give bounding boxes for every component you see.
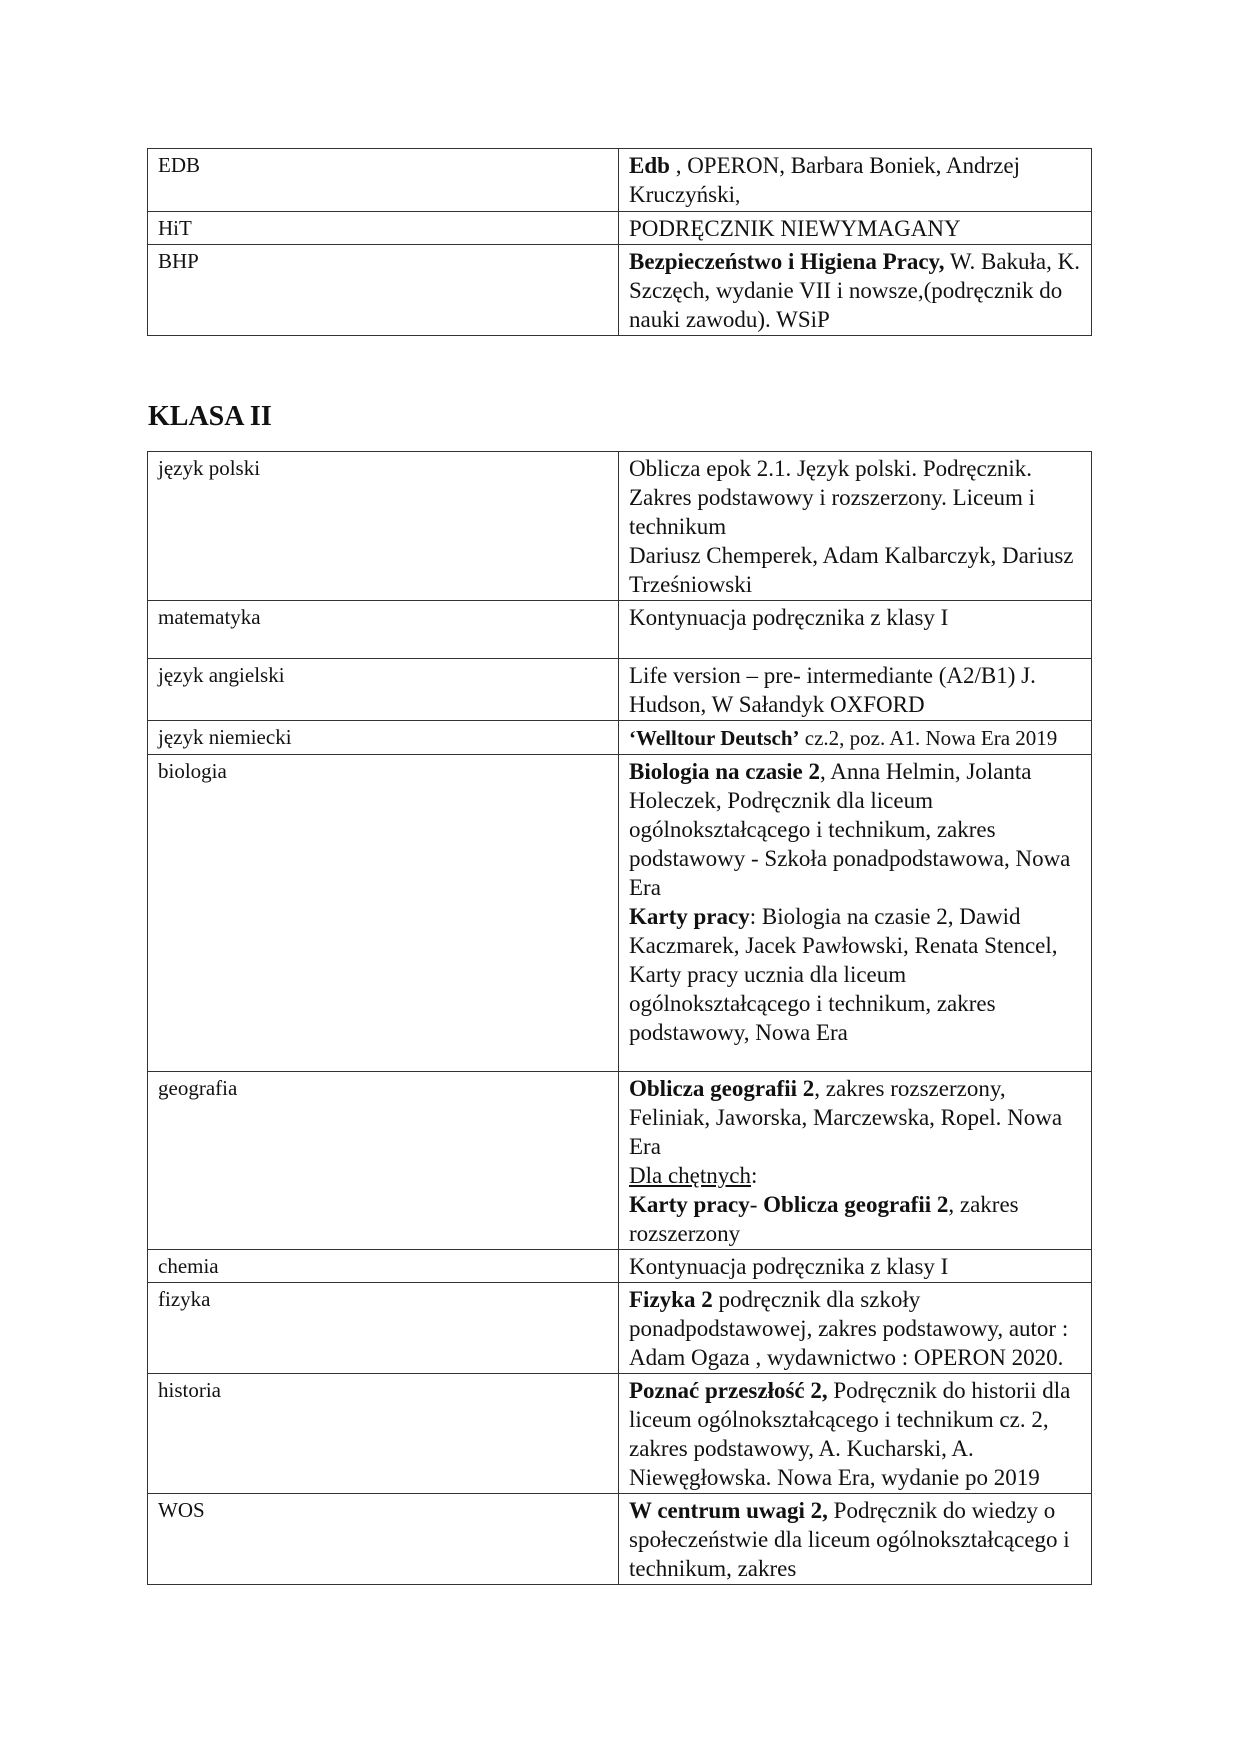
- table-row: [148, 601, 1092, 659]
- subject-cell: EDB: [148, 149, 619, 212]
- table-row: [148, 1250, 1092, 1283]
- textbook-cell: [619, 659, 1092, 721]
- table-row: [148, 149, 1092, 212]
- book-details: Dariusz Chemperek, Adam Kalbarczyk, Dariusz Trześniowski: [629, 543, 1074, 597]
- book-details: , zakres rozszerzony: [629, 1192, 1019, 1246]
- section-heading: KLASA II: [148, 401, 272, 432]
- textbook-cell: [619, 1250, 1092, 1283]
- table-row: [148, 1374, 1092, 1494]
- table-row: [148, 212, 1092, 245]
- subject-cell: fizyka: [148, 1283, 619, 1374]
- book-details: Oblicza epok 2.1. Język polski. Podręcznik. Zakres podstawowy i rozszerzony. Liceum i technikum: [629, 456, 1035, 539]
- book-title: Biologia na czasie 2: [629, 759, 821, 784]
- textbook-cell: [619, 452, 1092, 601]
- book-title: W centrum uwagi 2,: [629, 1498, 828, 1523]
- table-row: [148, 452, 1092, 601]
- book-title: Oblicza geografii 2: [763, 1192, 949, 1217]
- book-details: cz.2, poz. A1. Nowa Era 2019: [799, 726, 1058, 750]
- book-details: :: [750, 1163, 758, 1188]
- table-row: [148, 1494, 1092, 1585]
- textbook-cell: [619, 1494, 1092, 1585]
- textbook-cell: [619, 755, 1092, 1072]
- book-title: Fizyka 2: [629, 1287, 713, 1312]
- book-details: Podręcznik do wiedzy o społeczeństwie dla liceum ogólnokształcącego i technikum, zakres: [629, 1498, 1070, 1581]
- textbook-cell: [619, 1072, 1092, 1250]
- subject-cell: HiT: [148, 212, 619, 245]
- subject-table-top: [147, 148, 1092, 336]
- textbook-cell: [619, 601, 1092, 659]
- table-row: [148, 245, 1092, 336]
- textbook-cell: [619, 212, 1092, 245]
- subject-table-klasa-ii: [147, 451, 1092, 1585]
- book-title: Bezpieczeństwo i Higiena Pracy,: [629, 249, 945, 274]
- book-title: ‘Welltour Deutsch’: [629, 726, 800, 750]
- book-details: podręcznik dla szkoły ponadpodstawowej, zakres podstawowy, autor : Adam Ogaza , wydawnictwo : OPERON 2020.: [629, 1287, 1069, 1370]
- book-title: Poznać przeszłość 2,: [629, 1378, 828, 1403]
- subject-cell: biologia: [148, 755, 619, 1072]
- book-details: Life version – pre- intermediante (A2/B1) J. Hudson, W Sałandyk OXFORD: [629, 663, 1036, 717]
- textbook-cell: [619, 1374, 1092, 1494]
- textbook-cell: [619, 721, 1092, 755]
- table-row: [148, 1283, 1092, 1374]
- book-details: , Anna Helmin, Jolanta Holeczek, Podręcznik dla liceum ogólnokształcącego i technikum, zakres podstawowy - Szkoła ponadpodstawowa, Nowa Era: [629, 759, 1071, 900]
- subject-cell: BHP: [148, 245, 619, 336]
- subject-cell: język niemiecki: [148, 721, 619, 755]
- subject-cell: matematyka: [148, 601, 619, 659]
- subject-cell: WOS: [148, 1494, 619, 1585]
- subject-cell: geografia: [148, 1072, 619, 1250]
- table-row: [148, 721, 1092, 755]
- table-row: [148, 1072, 1092, 1250]
- book-title: Karty pracy: [629, 904, 750, 929]
- textbook-cell: [619, 245, 1092, 336]
- book-details: : Biologia na czasie 2, Dawid Kaczmarek, Jacek Pawłowski, Renata Stencel, Karty pracy ucznia dla liceum ogólnokształcącego i technikum, zakres podstawowy, Nowa Era: [629, 904, 1058, 1045]
- book-details: , zakres rozszerzony, Feliniak, Jaworska, Marczewska, Ropel. Nowa Era: [629, 1076, 1063, 1159]
- book-details: Kontynuacja podręcznika z klasy I: [629, 1254, 949, 1279]
- book-details: ,: [735, 183, 741, 207]
- subject-cell: historia: [148, 1374, 619, 1494]
- book-details: -: [749, 1192, 764, 1217]
- subject-cell: język polski: [148, 452, 619, 601]
- book-details: , OPERON, Barbara Boniek, Andrzej Kruczyński: [629, 153, 1020, 207]
- book-details: Podręcznik do historii dla liceum ogólnokształcącego i technikum cz. 2, zakres podstawowy, A. Kucharski, A. Niewęgłowska. Nowa Era, wydanie po 2019: [629, 1378, 1071, 1490]
- book-details: PODRĘCZNIK NIEWYMAGANY: [629, 216, 961, 241]
- book-details: W. Bakuła, K. Szczęch, wydanie VII i nowsze,(podręcznik do nauki zawodu). WSiP: [629, 249, 1080, 332]
- textbook-cell: [619, 149, 1092, 212]
- subject-cell: chemia: [148, 1250, 619, 1283]
- book-title: Karty pracy: [629, 1192, 750, 1217]
- subject-cell: język angielski: [148, 659, 619, 721]
- table-row: [148, 659, 1092, 721]
- textbook-cell: [619, 1283, 1092, 1374]
- book-title: Edb: [629, 153, 670, 178]
- underlined-note: Dla chętnych: [629, 1163, 751, 1188]
- book-details: Kontynuacja podręcznika z klasy I: [629, 605, 949, 630]
- table-row: [148, 755, 1092, 1072]
- book-title: Oblicza geografii 2: [629, 1076, 815, 1101]
